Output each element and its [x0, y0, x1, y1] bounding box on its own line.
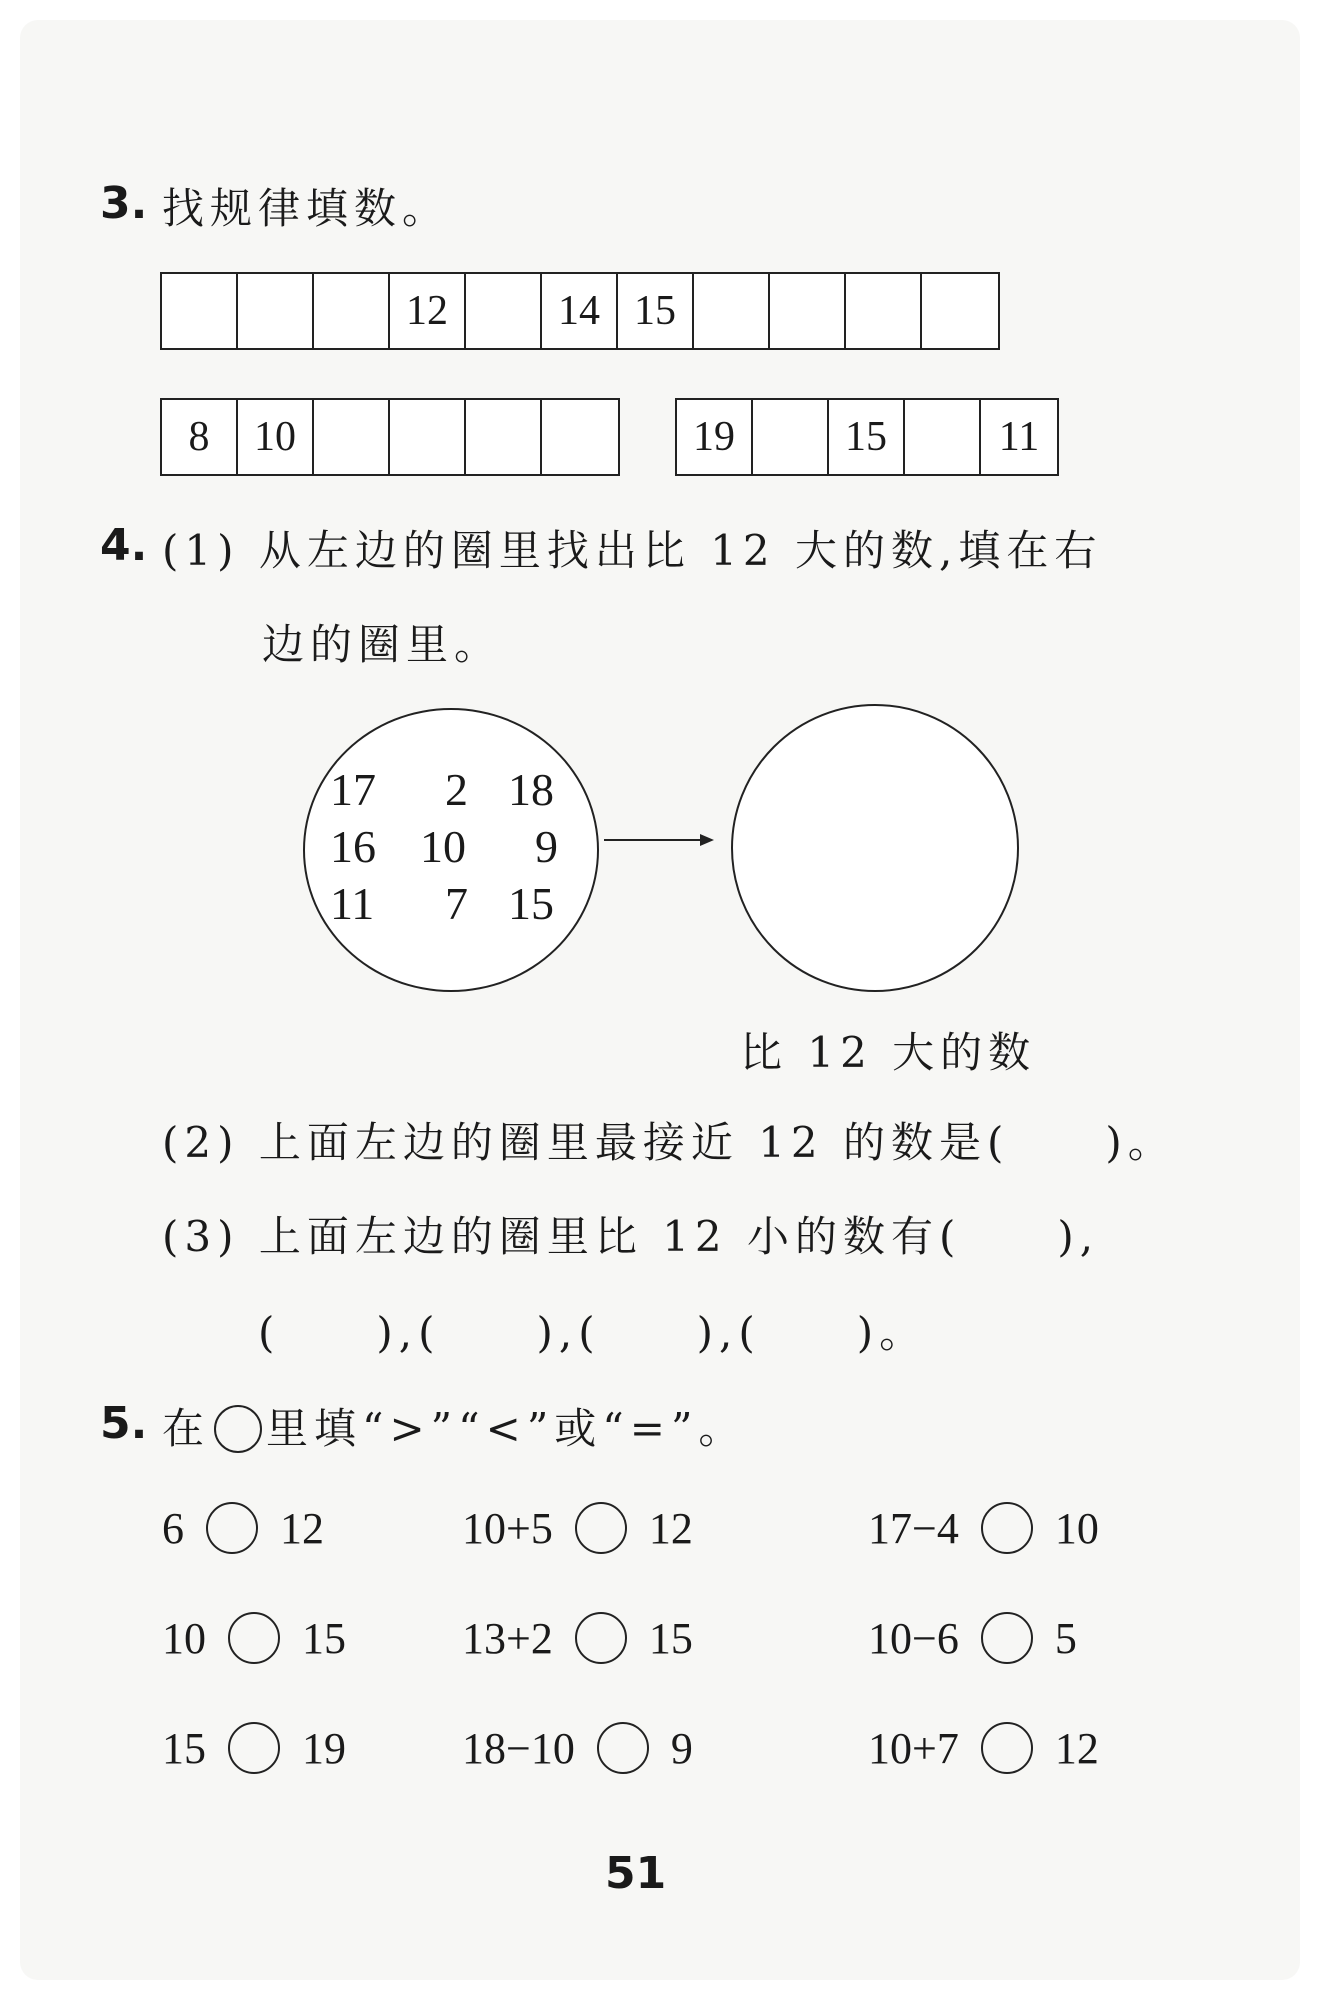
seq-cell: 19: [677, 400, 753, 474]
circle-number: 17: [330, 764, 376, 815]
arrow-right-icon: [600, 830, 720, 850]
compare-right: 5: [1054, 1613, 1077, 1663]
circle-number: 10: [420, 821, 466, 872]
q5-title-pre: 在: [162, 1404, 211, 1453]
compare-answer-circle[interactable]: [981, 1722, 1033, 1774]
compare-item: [462, 1502, 693, 1554]
compare-right: 15: [648, 1613, 693, 1663]
compare-answer-circle[interactable]: [575, 1612, 627, 1664]
seq-cell: 15: [618, 274, 694, 348]
seq-cell[interactable]: [922, 274, 998, 348]
seq-cell: 14: [542, 274, 618, 348]
q4-part2: (2) 上面左边的圈里最接近 12 的数是( )。: [162, 1118, 1176, 1167]
seq-cell[interactable]: [694, 274, 770, 348]
q4-number: 4.: [100, 520, 148, 571]
seq-cell[interactable]: [542, 400, 618, 474]
compare-item: [868, 1612, 1077, 1664]
seq-cell: 12: [390, 274, 466, 348]
seq-cell: 10: [238, 400, 314, 474]
q3-number: 3.: [100, 178, 148, 229]
compare-left: 13+2: [462, 1613, 553, 1663]
circle-number: 2: [445, 764, 468, 815]
seq-cell[interactable]: [314, 274, 390, 348]
q3-title: 找规律填数。: [162, 184, 451, 233]
seq-cell: 8: [162, 400, 238, 474]
seq-cell[interactable]: [314, 400, 390, 474]
seq-cell[interactable]: [905, 400, 981, 474]
circle-number: 7: [445, 878, 468, 929]
seq-cell[interactable]: [770, 274, 846, 348]
q3-sequence-row2b: [675, 398, 1059, 476]
seq-cell[interactable]: [390, 400, 466, 474]
q5-title: [162, 1396, 746, 1456]
q4-part3-line2: ( ),( ),( ),( )。: [258, 1308, 928, 1357]
circle-number: 16: [330, 821, 376, 872]
page-number: 51: [605, 1848, 667, 1899]
seq-cell: 15: [829, 400, 905, 474]
compare-right: 12: [1054, 1723, 1099, 1773]
compare-left: 10−6: [868, 1613, 959, 1663]
compare-item: [162, 1502, 324, 1554]
compare-item: [868, 1502, 1099, 1554]
right-circle-label: 比 12 大的数: [740, 1028, 1037, 1077]
q4-part3-line1: (3) 上面左边的圈里比 12 小的数有( ),: [162, 1212, 1100, 1261]
compare-item: [462, 1722, 693, 1774]
compare-right: 19: [302, 1723, 346, 1773]
compare-left: 10+5: [462, 1503, 553, 1553]
compare-right: 9: [670, 1723, 693, 1773]
compare-answer-circle[interactable]: [206, 1502, 258, 1554]
circle-blank-icon: [214, 1405, 262, 1453]
compare-answer-circle[interactable]: [981, 1612, 1033, 1664]
compare-answer-circle[interactable]: [575, 1502, 627, 1554]
compare-answer-circle[interactable]: [597, 1722, 649, 1774]
seq-cell[interactable]: [466, 274, 542, 348]
compare-item: [868, 1722, 1099, 1774]
circle-number: 15: [508, 878, 554, 929]
q3-sequence-row2a: [160, 398, 620, 476]
compare-left: 10+7: [868, 1723, 959, 1773]
seq-cell: 11: [998, 414, 1040, 460]
compare-item: [162, 1612, 346, 1664]
compare-answer-circle[interactable]: [228, 1612, 280, 1664]
compare-left: 6: [162, 1503, 184, 1553]
compare-item: [162, 1722, 346, 1774]
compare-answer-circle[interactable]: [228, 1722, 280, 1774]
seq-cell[interactable]: [162, 274, 238, 348]
compare-item: [462, 1612, 693, 1664]
seq-cell[interactable]: [238, 274, 314, 348]
q3-sequence-row1: [160, 272, 1000, 350]
compare-right: 12: [648, 1503, 693, 1553]
compare-right: 10: [1054, 1503, 1099, 1553]
compare-left: 18−10: [462, 1723, 575, 1773]
compare-right: 15: [302, 1613, 346, 1663]
q4-part1-line1: (1) 从左边的圈里找出比 12 大的数,填在右: [162, 526, 1103, 575]
compare-left: 15: [162, 1723, 206, 1773]
right-answer-circle[interactable]: [731, 704, 1019, 992]
q5-title-post: 里填“>”“<”或“=”。: [266, 1404, 747, 1453]
seq-cell[interactable]: [846, 274, 922, 348]
seq-cell[interactable]: [466, 400, 542, 474]
q4-part1-line2: 边的圈里。: [262, 620, 503, 669]
compare-right: 12: [280, 1503, 324, 1553]
compare-left: 10: [162, 1613, 206, 1663]
compare-left: 17−4: [868, 1503, 959, 1553]
circle-number: 9: [535, 821, 558, 872]
compare-answer-circle[interactable]: [981, 1502, 1033, 1554]
seq-cell[interactable]: [753, 400, 829, 474]
q5-number: 5.: [100, 1398, 148, 1449]
circle-number: 11: [330, 878, 375, 929]
circle-number: 18: [508, 764, 554, 815]
